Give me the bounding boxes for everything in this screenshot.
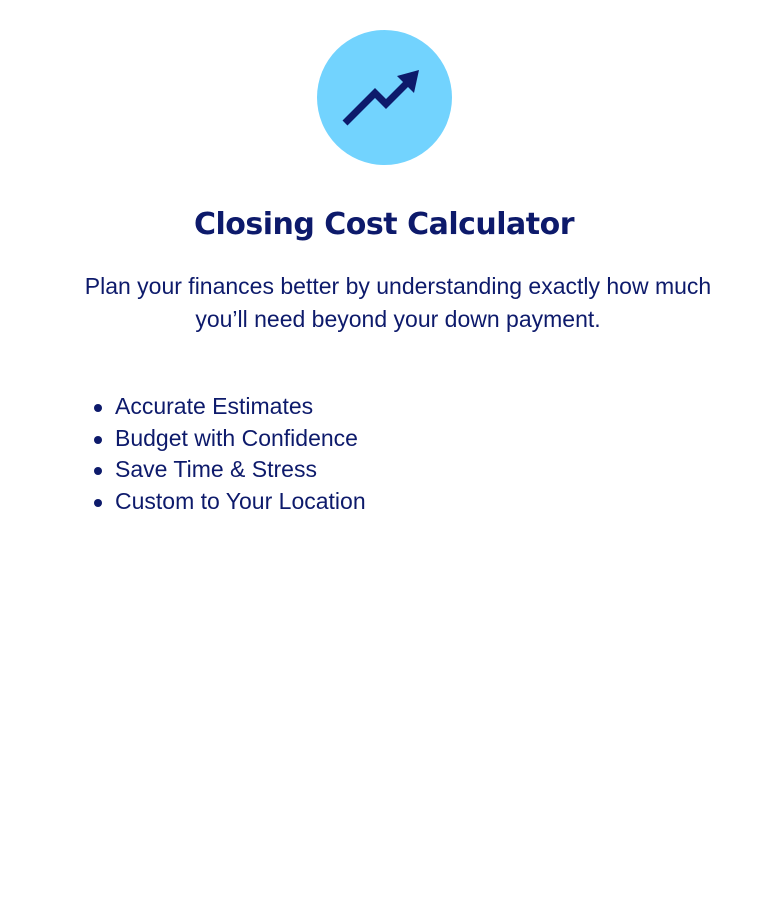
bullet-icon: [94, 499, 102, 507]
trending-up-icon: [317, 30, 452, 165]
feature-list: [93, 391, 366, 517]
bullet-icon: [94, 467, 102, 475]
feature-label: Budget with Confidence: [115, 424, 358, 451]
bullet-icon: [94, 404, 102, 412]
feature-item: [93, 423, 366, 455]
icon-badge: [317, 30, 452, 165]
feature-item: [93, 486, 366, 518]
feature-label: Accurate Estimates: [115, 393, 314, 419]
feature-label: Custom to Your Location: [115, 487, 366, 514]
feature-item: [93, 391, 366, 423]
page-subtitle: Plan your finances better by understanding exactly how much you’ll need beyond your down payment.: [84, 273, 712, 332]
feature-label: Save Time & Stress: [115, 456, 317, 482]
page-title: Closing Cost Calculator: [193, 207, 575, 242]
feature-item: [93, 454, 366, 486]
bullet-icon: [94, 436, 102, 444]
